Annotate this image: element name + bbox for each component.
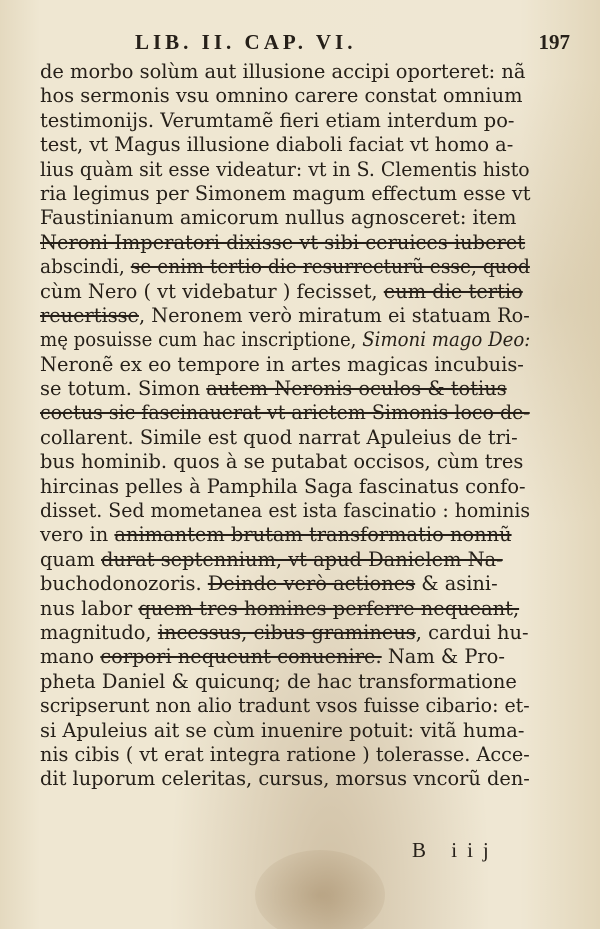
text-line: [40, 206, 530, 230]
chapter-heading: LIB. II. CAP. VI.: [135, 30, 357, 54]
text-line: [40, 523, 530, 547]
text-line: [40, 328, 531, 352]
line-text: vero in: [40, 523, 115, 547]
line-text: , cardui hu-: [415, 620, 529, 644]
page-number: 197: [538, 30, 570, 54]
text-line: [40, 84, 530, 108]
text-line: [40, 767, 529, 791]
line-text: pheta Daniel & quicunq; de hac transformatione: [40, 669, 517, 693]
text-line: [40, 60, 530, 84]
text-line: [40, 475, 530, 499]
text-line: [40, 181, 531, 206]
signature-mark: B iij: [412, 838, 499, 862]
line-text: disset. Sed mometanea est ista fascinatio : hominis: [40, 499, 531, 523]
line-text: testimonijs. Verumtamẽ fieri etiam interdum po-: [40, 108, 515, 132]
struck-text: incessus, cibus gramineus: [157, 620, 416, 644]
line-text: dit luporum celeritas, cursus, morsus vncorũ den-: [40, 767, 530, 791]
line-text: Faustinianum amicorum nullus agnosceret: item: [40, 206, 517, 230]
line-text: cùm Nero ( vt videbatur ) fecisset,: [40, 279, 384, 303]
text-block: [40, 60, 530, 792]
line-text: nus labor: [40, 596, 139, 620]
line-text: test, vt Magus illusione diaboli faciat vt homo a-: [40, 133, 514, 157]
page-stain: [255, 850, 385, 929]
line-text: quam: [40, 547, 102, 571]
line-text: hos sermonis vsu omnino carere constat omnium: [40, 84, 523, 108]
struck-text: Deinde verò actiones: [207, 572, 416, 596]
text-line: [40, 231, 530, 255]
line-text: se totum. Simon: [40, 377, 207, 401]
text-line: [40, 548, 530, 572]
struck-text: quem tres homines perferre nequeant,: [138, 596, 520, 620]
text-line: [40, 719, 530, 743]
struck-text: durat septennium, vt apud Danielem Na-: [101, 547, 503, 571]
line-text: magnitudo,: [40, 620, 158, 644]
line-text: mę posuisse cum hac inscriptione,: [40, 328, 363, 352]
text-line: [40, 133, 530, 157]
struck-text: eum die tertio: [383, 279, 523, 303]
line-text: mano: [40, 645, 101, 669]
line-text: & asini-: [415, 572, 498, 596]
text-line: [40, 694, 530, 718]
struck-text: coetus sic fascinauerat vt arietem Simonis loco de-: [40, 401, 530, 425]
line-text: Neronẽ ex eo tempore in artes magicas incubuis-: [40, 352, 524, 376]
text-line: [40, 426, 530, 450]
text-line: [40, 157, 530, 182]
line-text: collarent. Simile est quod narrat Apuleius de tri-: [40, 425, 518, 449]
text-line: [40, 280, 530, 304]
line-text: si Apuleius ait se cùm inuenire potuit: vitã huma-: [40, 718, 525, 742]
line-text: nis cibis ( vt erat integra ratione ) tolerasse. Acce-: [40, 742, 530, 766]
text-line: [40, 450, 530, 474]
text-line: [40, 401, 530, 425]
line-text: hircinas pelles à Pamphila Saga fascinatus confo-: [40, 474, 526, 498]
struck-text: animantem brutam transformatio nonnũ: [114, 523, 512, 547]
running-head: [40, 30, 570, 56]
text-line: [40, 353, 530, 377]
text-line: [40, 572, 530, 596]
text-line: [40, 499, 531, 523]
struck-text: corpori nequeunt conuenire.: [100, 645, 382, 669]
line-text: buchodonozoris.: [40, 572, 208, 596]
text-line: [40, 670, 530, 694]
struck-text: se enim tertio die resurrecturũ esse, quod: [130, 255, 530, 279]
text-line: [40, 109, 530, 133]
text-line: [40, 377, 530, 401]
line-text: , Neronem verò miratum ei statuam Ro-: [138, 303, 530, 327]
struck-text: autem Neronis oculos & totius: [206, 377, 507, 401]
text-line: [40, 645, 530, 669]
struck-text: Neroni Imperatori dixisse vt sibi ceruices iuberet: [40, 230, 526, 254]
struck-text: reuertisse: [40, 303, 139, 327]
line-text: ria legimus per Simonem magum effectum esse vt: [40, 181, 531, 205]
line-text: bus hominib. quos à se putabat occisos, cùm tres: [40, 450, 524, 474]
line-text: Nam & Pro-: [381, 645, 505, 669]
text-line: [40, 255, 530, 279]
italic-text: Simoni mago Deo:: [362, 328, 531, 352]
line-text: de morbo solùm aut illusione accipi oporteret: nã: [40, 60, 526, 83]
text-line: [40, 304, 528, 328]
text-line: [40, 597, 530, 621]
text-line: [40, 621, 530, 645]
line-text: lius quàm sit esse videatur: vt in S. Clementis histo: [40, 157, 530, 181]
text-line: [40, 742, 530, 767]
line-text: abscindi,: [40, 255, 131, 279]
line-text: scripserunt non alio tradunt vsos fuisse cibario: et-: [40, 694, 530, 718]
